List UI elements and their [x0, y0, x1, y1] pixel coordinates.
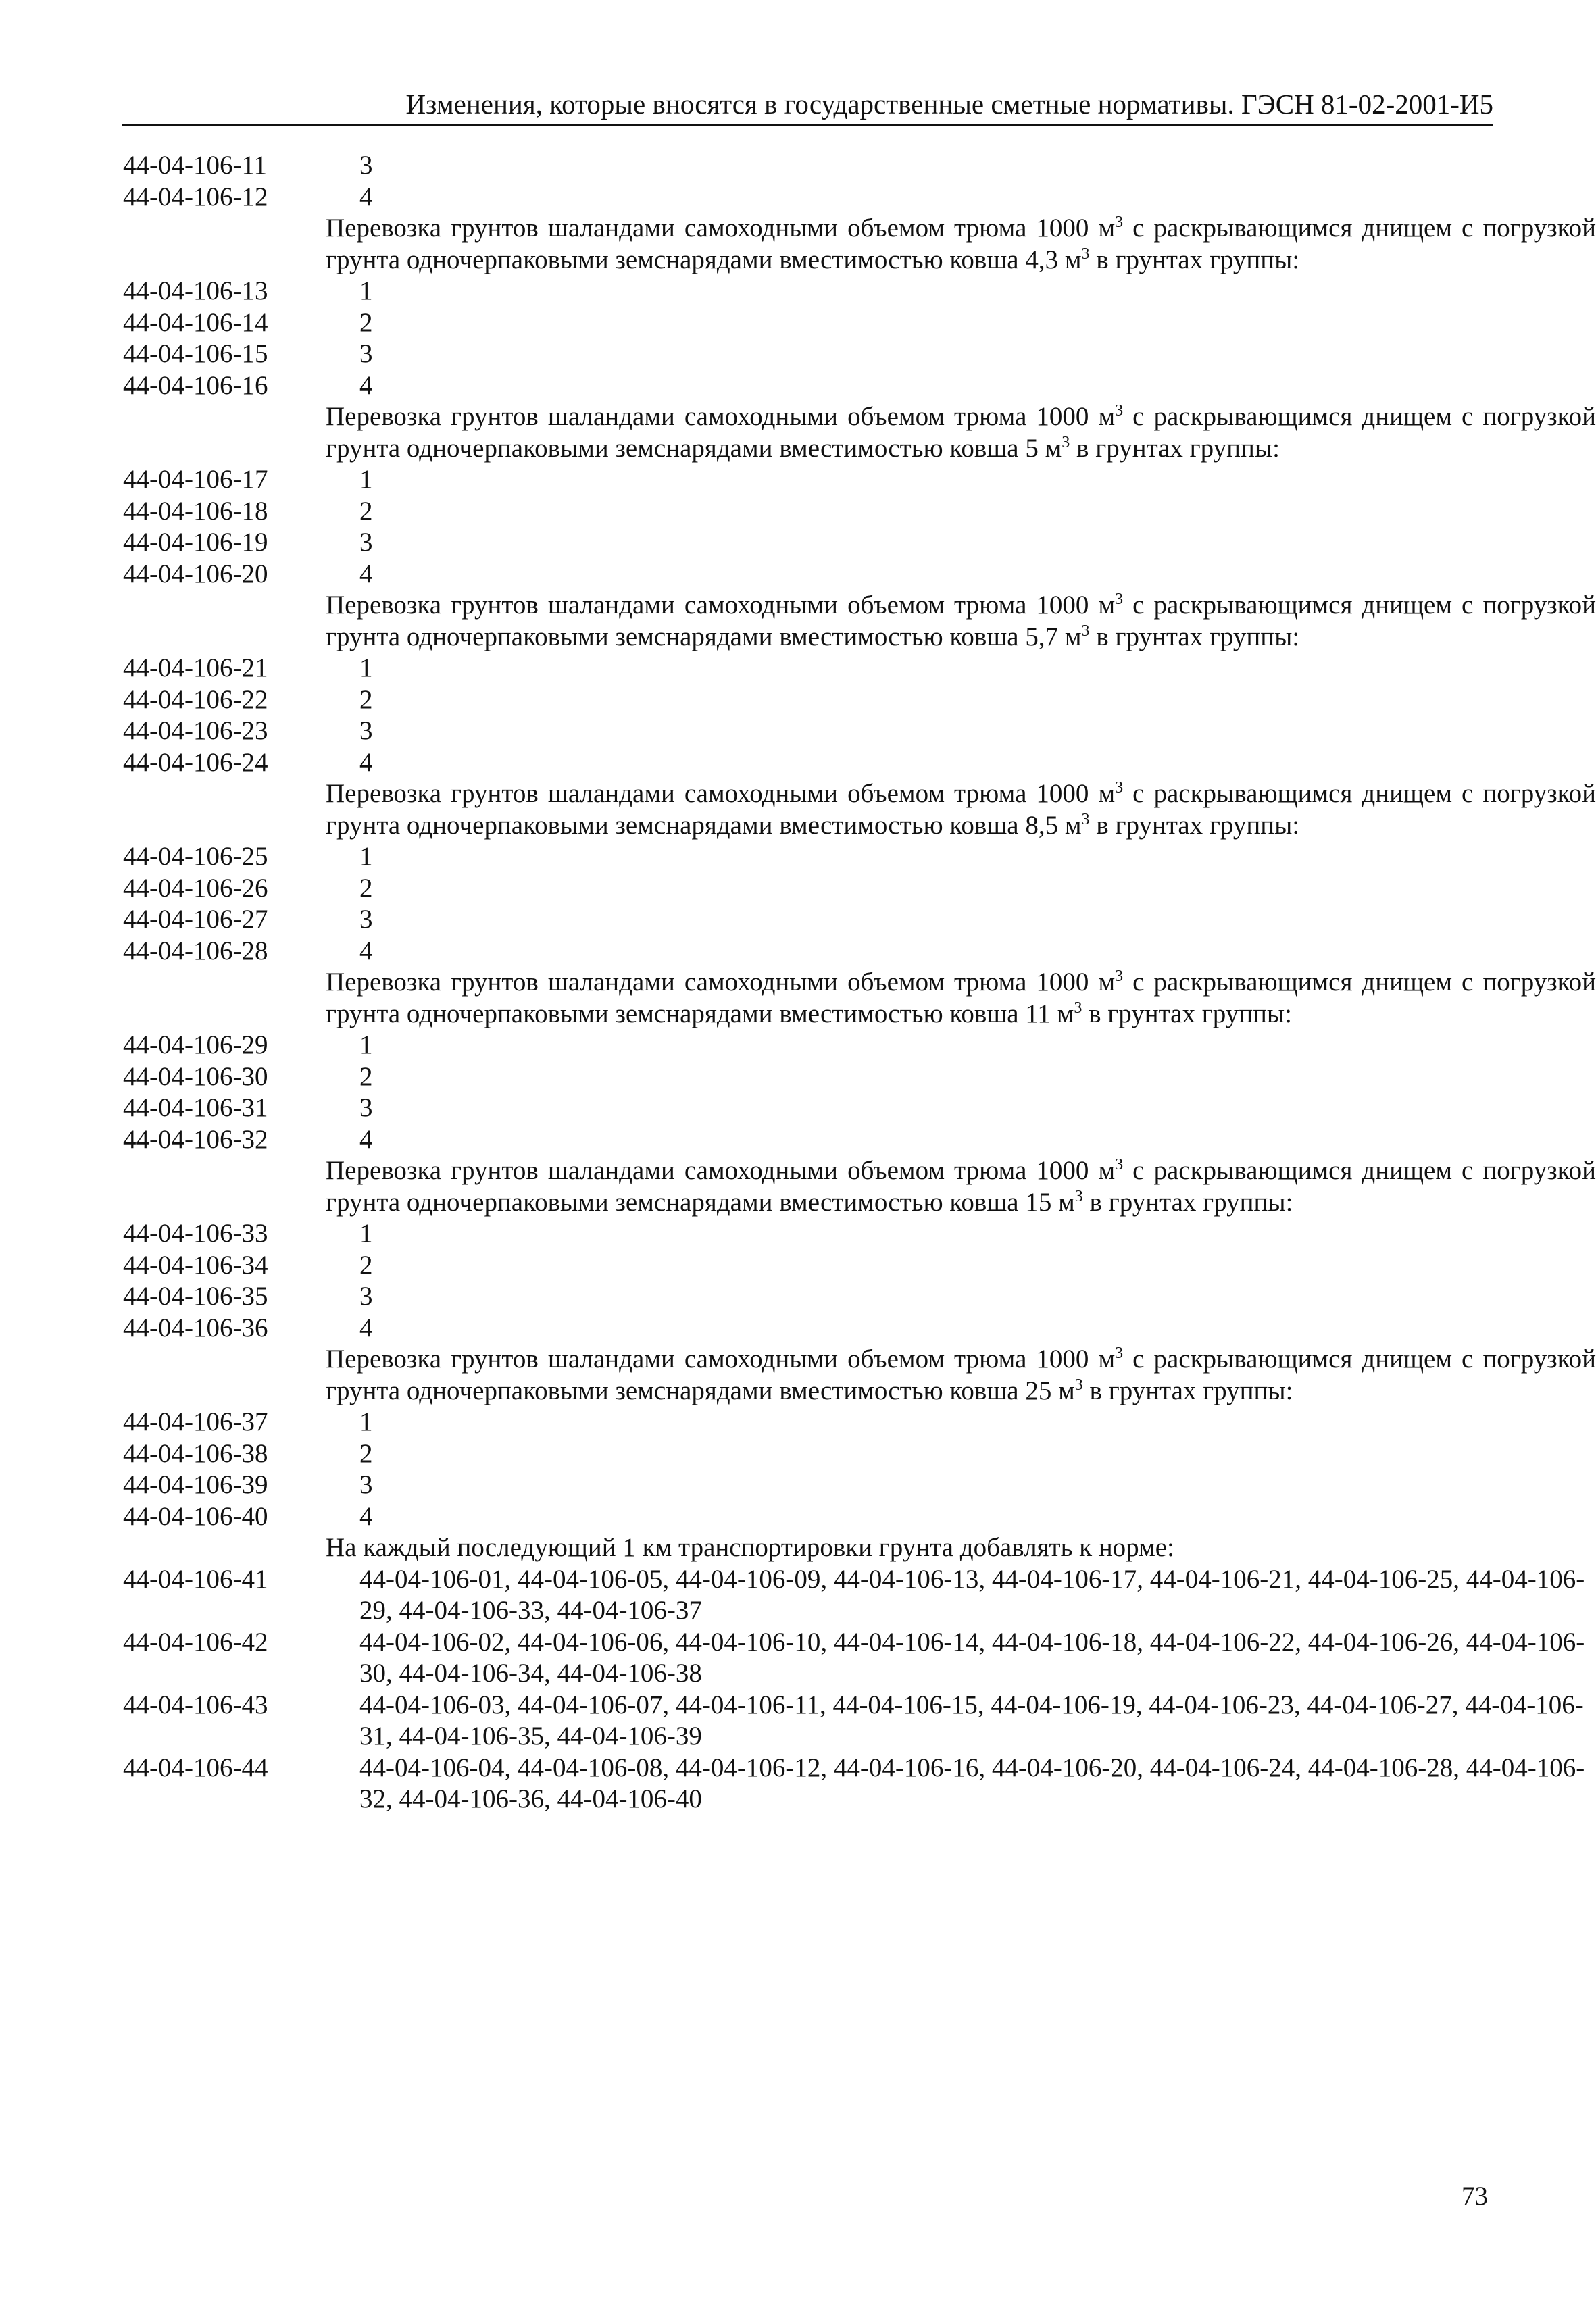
norm-row — [123, 150, 1495, 182]
soil-group-number: 1 — [359, 1030, 373, 1059]
soil-group-number: 4 — [359, 182, 373, 211]
norm-row — [123, 936, 1495, 967]
referenced-codes: 44-04-106-01, 44-04-106-05, 44-04-106-09, 44-04-106-13, 44-04-106-17, 44-04-106-21, 44-04-106-25, 44-04-106-29, 44-04-106-33, 44-04-106-37 — [359, 1564, 1585, 1625]
description-text: с раскрывающимся днищем с погрузкой грунта одночерпаковыми земснарядами вместимостью ковша 4,3 м — [326, 213, 1596, 274]
norm-code: 44-04-106-28 — [123, 936, 268, 965]
norm-row — [123, 1218, 1495, 1250]
norm-code: 44-04-106-37 — [123, 1407, 268, 1436]
superscript: 3 — [1115, 779, 1124, 797]
soil-group-number: 1 — [359, 465, 373, 494]
norm-row — [123, 496, 1495, 528]
description-text: в грунтах группы: — [1082, 999, 1292, 1028]
norm-row — [123, 715, 1495, 747]
norm-row — [123, 1061, 1495, 1093]
soil-group-number: 2 — [359, 684, 373, 714]
norm-code: 44-04-106-42 — [123, 1627, 268, 1657]
superscript: 3 — [1115, 213, 1124, 231]
superscript: 3 — [1074, 999, 1082, 1017]
page-header — [122, 86, 1493, 126]
page-number: 73 — [1462, 2182, 1488, 2211]
soil-group-number: 1 — [359, 1219, 373, 1248]
norm-row — [123, 276, 1495, 307]
norm-code: 44-04-106-27 — [123, 905, 268, 934]
soil-group-number: 3 — [359, 716, 373, 745]
description-text: с раскрывающимся днищем с погрузкой грунта одночерпаковыми земснарядами вместимостью ковша 5,7 м — [326, 590, 1596, 651]
superscript: 3 — [1115, 1156, 1124, 1174]
soil-group-number: 3 — [359, 905, 373, 934]
soil-group-number: 4 — [359, 1501, 373, 1531]
norms-list — [123, 150, 1596, 1815]
norm-code: 44-04-106-32 — [123, 1124, 268, 1154]
referenced-codes: 44-04-106-03, 44-04-106-07, 44-04-106-11, 44-04-106-15, 44-04-106-19, 44-04-106-23, 44-04-106-27, 44-04-106-31, 44-04-106-35, 44-04-106-39 — [359, 1690, 1584, 1751]
norm-code: 44-04-106-35 — [123, 1282, 268, 1311]
group-description — [326, 1344, 1596, 1407]
description-text: Перевозка грунтов шаландами самоходными объемом трюма 1000 м — [326, 967, 1116, 997]
soil-group-number: 4 — [359, 936, 373, 965]
norm-row — [123, 559, 1495, 590]
soil-group-number: 3 — [359, 151, 373, 180]
soil-group-number: 2 — [359, 496, 373, 526]
description-text: Перевозка грунтов шаландами самоходными объемом трюма 1000 м — [326, 402, 1116, 431]
norm-row — [123, 1407, 1495, 1438]
additional-row — [123, 1753, 1585, 1815]
description-text: Перевозка грунтов шаландами самоходными объемом трюма 1000 м — [326, 1344, 1116, 1374]
norm-code: 44-04-106-23 — [123, 716, 268, 745]
soil-group-number: 1 — [359, 276, 373, 305]
soil-group-number: 4 — [359, 747, 373, 777]
norm-code: 44-04-106-34 — [123, 1250, 268, 1280]
description-text: Перевозка грунтов шаландами самоходными объемом трюма 1000 м — [326, 590, 1116, 620]
norm-row — [123, 841, 1495, 873]
norm-row — [123, 1501, 1495, 1533]
norm-code: 44-04-106-43 — [123, 1690, 268, 1719]
norm-code: 44-04-106-39 — [123, 1470, 268, 1499]
norm-row — [123, 1438, 1495, 1470]
soil-group-number: 2 — [359, 1438, 373, 1468]
norm-code: 44-04-106-16 — [123, 370, 268, 400]
norm-code: 44-04-106-24 — [123, 747, 268, 777]
soil-group-number: 3 — [359, 339, 373, 368]
superscript: 3 — [1074, 1187, 1083, 1205]
superscript: 3 — [1115, 1344, 1124, 1362]
soil-group-number: 4 — [359, 1124, 373, 1154]
description-text: в грунтах группы: — [1082, 1187, 1293, 1217]
description-text: в грунтах группы: — [1089, 245, 1300, 274]
soil-group-number: 3 — [359, 528, 373, 557]
soil-group-number: 3 — [359, 1470, 373, 1499]
norm-row — [123, 1250, 1495, 1282]
norm-row — [123, 370, 1495, 402]
norm-row — [123, 182, 1495, 213]
norm-code: 44-04-106-22 — [123, 684, 268, 714]
description-text: с раскрывающимся днищем с погрузкой грунта одночерпаковыми земснарядами вместимостью ковша 25 м — [326, 1344, 1596, 1405]
norm-code: 44-04-106-29 — [123, 1030, 268, 1059]
norm-code: 44-04-106-21 — [123, 653, 268, 682]
soil-group-number: 2 — [359, 1250, 373, 1280]
soil-group-number: 1 — [359, 653, 373, 682]
soil-group-number: 1 — [359, 842, 373, 871]
soil-group-number: 4 — [359, 370, 373, 400]
norm-row — [123, 338, 1495, 370]
norm-code: 44-04-106-40 — [123, 1501, 268, 1531]
norm-code: 44-04-106-38 — [123, 1438, 268, 1468]
description-text: в грунтах группы: — [1089, 622, 1300, 651]
group-description — [326, 1155, 1596, 1218]
norm-code: 44-04-106-13 — [123, 276, 268, 305]
norm-code: 44-04-106-31 — [123, 1093, 268, 1122]
description-text: Перевозка грунтов шаландами самоходными объемом трюма 1000 м — [326, 213, 1116, 243]
norm-row — [123, 873, 1495, 905]
soil-group-number: 1 — [359, 1407, 373, 1436]
soil-group-number: 4 — [359, 1313, 373, 1342]
description-text: в грунтах группы: — [1082, 1376, 1293, 1405]
soil-group-number: 2 — [359, 873, 373, 903]
norm-code: 44-04-106-30 — [123, 1061, 268, 1091]
superscript: 3 — [1115, 402, 1124, 420]
norm-row — [123, 1313, 1495, 1344]
description-text: с раскрывающимся днищем с погрузкой грунта одночерпаковыми земснарядами вместимостью ковша 11 м — [326, 967, 1596, 1028]
norm-row — [123, 307, 1495, 339]
norm-code: 44-04-106-15 — [123, 339, 268, 368]
superscript: 3 — [1115, 590, 1124, 608]
superscript: 3 — [1081, 245, 1090, 263]
superscript: 3 — [1081, 810, 1090, 828]
description-text: с раскрывающимся днищем с погрузкой грунта одночерпаковыми земснарядами вместимостью ковша 5 м — [326, 402, 1596, 463]
description-text: Перевозка грунтов шаландами самоходными объемом трюма 1000 м — [326, 779, 1116, 808]
norm-row — [123, 653, 1495, 684]
group-description — [326, 213, 1596, 276]
additional-row — [123, 1627, 1585, 1690]
norm-row — [123, 527, 1495, 559]
norm-code: 44-04-106-26 — [123, 873, 268, 903]
norm-row — [123, 1092, 1495, 1124]
referenced-codes: 44-04-106-04, 44-04-106-08, 44-04-106-12, 44-04-106-16, 44-04-106-20, 44-04-106-24, 44-04-106-28, 44-04-106-32, 44-04-106-36, 44-04-106-40 — [359, 1753, 1585, 1813]
soil-group-number: 2 — [359, 1061, 373, 1091]
superscript: 3 — [1115, 967, 1124, 985]
norm-row — [123, 1030, 1495, 1061]
description-text: в грунтах группы: — [1070, 433, 1280, 463]
norm-code: 44-04-106-11 — [123, 151, 268, 180]
soil-group-number: 3 — [359, 1093, 373, 1122]
soil-group-number: 4 — [359, 559, 373, 588]
superscript: 3 — [1062, 433, 1070, 451]
norm-code: 44-04-106-41 — [123, 1564, 268, 1594]
norm-code: 44-04-106-18 — [123, 496, 268, 526]
description-text: в грунтах группы: — [1089, 810, 1300, 840]
norm-row — [123, 1469, 1495, 1501]
norm-row — [123, 684, 1495, 716]
referenced-codes: 44-04-106-02, 44-04-106-06, 44-04-106-10, 44-04-106-14, 44-04-106-18, 44-04-106-22, 44-04-106-26, 44-04-106-30, 44-04-106-34, 44-04-106-38 — [359, 1627, 1585, 1688]
soil-group-number: 2 — [359, 307, 373, 337]
norm-row — [123, 464, 1495, 496]
group-description — [326, 401, 1596, 464]
norm-code: 44-04-106-33 — [123, 1219, 268, 1248]
description-text: с раскрывающимся днищем с погрузкой грунта одночерпаковыми земснарядами вместимостью ковша 15 м — [326, 1156, 1596, 1217]
norm-code: 44-04-106-44 — [123, 1753, 268, 1782]
additional-row — [123, 1690, 1584, 1753]
additional-heading: На каждый последующий 1 км транспортировки грунта добавлять к норме: — [326, 1533, 1174, 1562]
description-text: Перевозка грунтов шаландами самоходными объемом трюма 1000 м — [326, 1156, 1116, 1185]
norm-row — [123, 1281, 1495, 1313]
norm-row — [123, 1124, 1495, 1156]
norm-row — [123, 747, 1495, 779]
norm-code: 44-04-106-36 — [123, 1313, 268, 1342]
superscript: 3 — [1081, 622, 1090, 640]
soil-group-number: 3 — [359, 1282, 373, 1311]
header-title: Изменения, которые вносятся в государственные сметные нормативы. ГЭСН 81-02-2001-И5 — [405, 89, 1493, 120]
norm-code: 44-04-106-14 — [123, 307, 268, 337]
norm-code: 44-04-106-20 — [123, 559, 268, 588]
norm-code: 44-04-106-19 — [123, 528, 268, 557]
norm-row — [123, 904, 1495, 936]
description-text: с раскрывающимся днищем с погрузкой грунта одночерпаковыми земснарядами вместимостью ковша 8,5 м — [326, 779, 1596, 840]
group-description — [326, 967, 1596, 1030]
additional-row — [123, 1564, 1585, 1627]
superscript: 3 — [1074, 1376, 1083, 1394]
norm-code: 44-04-106-12 — [123, 182, 268, 211]
norm-code: 44-04-106-17 — [123, 465, 268, 494]
norm-code: 44-04-106-25 — [123, 842, 268, 871]
group-description — [326, 590, 1596, 653]
group-description — [326, 778, 1596, 841]
